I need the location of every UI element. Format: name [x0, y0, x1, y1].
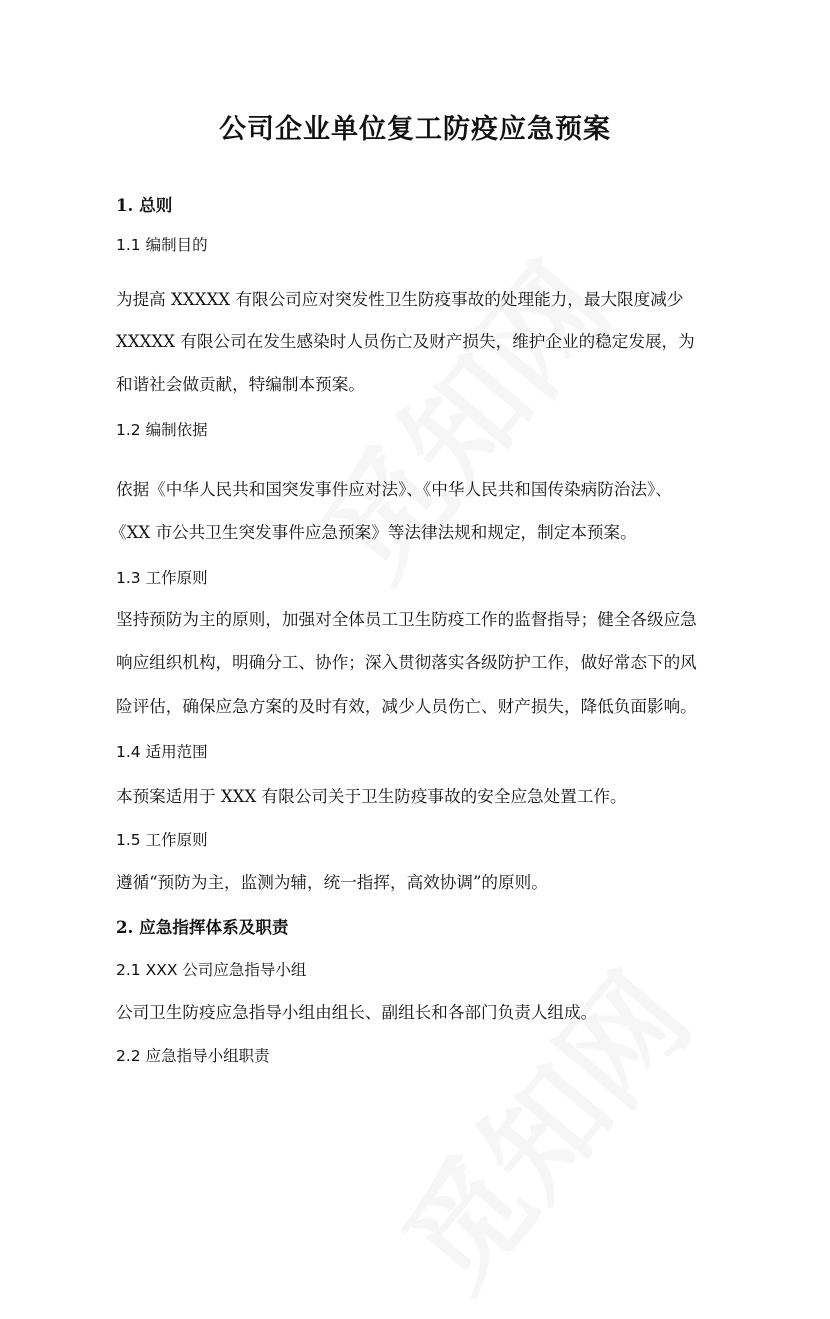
subsection-heading-2-1: 2.1 XXX 公司应急指导小组: [116, 961, 307, 979]
paragraph-line: XXXXX 有限公司在发生感染时人员伤亡及财产损失，维护企业的稳定发展，为: [116, 332, 695, 351]
section-heading-2: 2. 应急指挥体系及职责: [116, 917, 289, 937]
subsection-heading-1-1: 1.1 编制目的: [116, 236, 208, 254]
section-heading-1: 1. 总则: [116, 195, 173, 215]
paragraph-line: 坚持预防为主的原则，加强对全体员工卫生防疫工作的监督指导；健全各级应急: [116, 610, 697, 629]
paragraph-line: 遵循“预防为主，监测为辅，统一指挥，高效协调”的原则。: [116, 873, 548, 892]
paragraph-line: 公司卫生防疫应急指导小组由组长、副组长和各部门负责人组成。: [116, 1003, 598, 1022]
subsection-heading-1-2: 1.2 编制依据: [116, 421, 208, 439]
paragraph-line: 为提高 XXXXX 有限公司应对突发性卫生防疫事故的处理能力，最大限度减少: [116, 290, 684, 309]
paragraph-line: 险评估，确保应急方案的及时有效，减少人员伤亡、财产损失，降低负面影响。: [116, 697, 697, 716]
subsection-heading-1-4: 1.4 适用范围: [116, 743, 208, 761]
watermark: [278, 223, 641, 609]
paragraph-line: 《XX 市公共卫生突发事件应急预案》等法律法规和规定，制定本预案。: [110, 523, 637, 542]
subsection-heading-1-3: 1.3 工作原则: [116, 569, 208, 587]
document-title: 公司企业单位复工防疫应急预案: [219, 114, 611, 145]
paragraph-line: 响应组织机构，明确分工、协作；深入贯彻落实各级防护工作，做好常态下的风: [116, 653, 697, 672]
watermark: [358, 933, 721, 1319]
paragraph-line: 本预案适用于 XXX 有限公司关于卫生防疫事故的安全应急处置工作。: [116, 787, 627, 806]
paragraph-line: 和谐社会做贡献，特编制本预案。: [116, 375, 365, 394]
subsection-heading-1-5: 1.5 工作原则: [116, 831, 208, 849]
paragraph-line: 依据《中华人民共和国突发事件应对法》、《中华人民共和国传染病防治法》、: [116, 480, 672, 499]
subsection-heading-2-2: 2.2 应急指导小组职责: [116, 1047, 270, 1065]
